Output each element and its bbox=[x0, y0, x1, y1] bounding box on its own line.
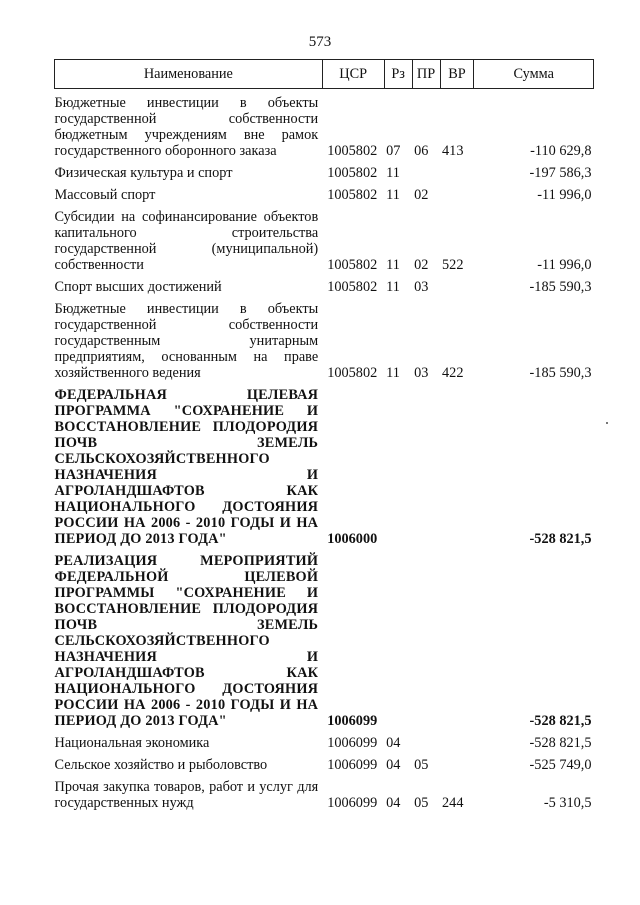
cell-rz: 11 bbox=[386, 365, 400, 381]
cell-rz: 04 bbox=[386, 795, 401, 811]
cell-rz: 04 bbox=[386, 757, 401, 773]
table-row bbox=[55, 773, 594, 811]
cell-pr: 06 bbox=[414, 143, 429, 159]
cell-csr: 1005802 bbox=[327, 165, 378, 181]
header-sum: Сумма bbox=[474, 60, 594, 89]
cell-name: Сельское хозяйство и рыболовство bbox=[54, 757, 268, 773]
cell-sum: -525 749,0 bbox=[529, 757, 592, 773]
cell-rz: 11 bbox=[386, 187, 400, 203]
cell-csr: 1005802 bbox=[327, 257, 378, 273]
cell-vr bbox=[440, 547, 474, 729]
table-row bbox=[55, 381, 594, 547]
cell-sum: -528 821,5 bbox=[529, 713, 592, 729]
cell-csr: 1006099 bbox=[327, 713, 378, 729]
header-csr: ЦСР bbox=[322, 60, 384, 89]
cell-sum: -197 586,3 bbox=[529, 165, 592, 181]
cell-rz bbox=[384, 381, 412, 547]
cell-sum: -528 821,5 bbox=[529, 735, 592, 751]
cell-name: Спорт высших достижений bbox=[54, 279, 222, 295]
cell-csr: 1006099 bbox=[327, 735, 378, 751]
cell-sum: -5 310,5 bbox=[543, 795, 592, 811]
cell-vr bbox=[440, 381, 474, 547]
cell-csr: 1006099 bbox=[327, 757, 378, 773]
page-number: 573 bbox=[308, 34, 332, 50]
budget-table bbox=[54, 59, 594, 811]
cell-rz: 11 bbox=[386, 279, 400, 295]
table-row bbox=[55, 181, 594, 203]
header-vr: ВР bbox=[440, 60, 474, 89]
table-header bbox=[55, 60, 594, 89]
cell-vr bbox=[440, 181, 474, 203]
header-rz: Рз bbox=[384, 60, 412, 89]
cell-sum: -528 821,5 bbox=[529, 531, 592, 547]
cell-name: Бюджетные инвестиции в объекты государственной собственности бюджетным учреждениям вне рамок государственного оборонного заказа bbox=[54, 95, 319, 159]
cell-vr bbox=[440, 159, 474, 181]
cell-vr: 522 bbox=[442, 257, 464, 273]
cell-rz: 04 bbox=[386, 735, 401, 751]
cell-sum: -185 590,3 bbox=[529, 365, 592, 381]
cell-csr: 1005802 bbox=[327, 143, 378, 159]
cell-name: Бюджетные инвестиции в объекты государственной собственности государственным унитарным предприятиям, основанным на праве хозяйственного ведения bbox=[54, 301, 319, 381]
cell-pr: 03 bbox=[414, 365, 429, 381]
cell-pr bbox=[412, 381, 440, 547]
cell-csr: 1005802 bbox=[327, 365, 378, 381]
cell-csr: 1005802 bbox=[327, 187, 378, 203]
table-body bbox=[55, 89, 594, 812]
cell-sum: -11 996,0 bbox=[537, 257, 592, 273]
table-row bbox=[55, 159, 594, 181]
scan-speck bbox=[606, 422, 608, 424]
header-pr: ПР bbox=[412, 60, 440, 89]
cell-name: Прочая закупка товаров, работ и услуг для государственных нужд bbox=[54, 779, 319, 811]
cell-rz: 11 bbox=[386, 257, 400, 273]
table-row bbox=[55, 729, 594, 751]
cell-name: Физическая культура и спорт bbox=[54, 165, 233, 181]
cell-name: Субсидии на софинансирование объектов капитального строительства государственной (муниципальной) собственности bbox=[54, 209, 319, 273]
cell-name: РЕАЛИЗАЦИЯ МЕРОПРИЯТИЙ ФЕДЕРАЛЬНОЙ ЦЕЛЕВОЙ ПРОГРАММЫ "СОХРАНЕНИЕ И ВОССТАНОВЛЕНИЕ ПЛОДОРОДИЯ ПОЧВ ЗЕМЕЛЬ СЕЛЬСКОХОЗЯЙСТВЕННОГО НАЗНАЧЕНИЯ И АГРОЛАНДШАФТОВ КАК НАЦИОНАЛЬНОГО ДОСТОЯНИЯ РОССИИ НА 2006 - 2010 ГОДЫ И НА ПЕРИОД ДО 2013 ГОДА" bbox=[54, 553, 319, 729]
cell-vr: 413 bbox=[442, 143, 464, 159]
cell-pr bbox=[412, 729, 440, 751]
cell-vr bbox=[440, 729, 474, 751]
cell-vr bbox=[440, 273, 474, 295]
cell-rz bbox=[384, 547, 412, 729]
cell-pr: 02 bbox=[414, 257, 429, 273]
table-row bbox=[55, 295, 594, 381]
cell-csr: 1005802 bbox=[327, 279, 378, 295]
cell-sum: -110 629,8 bbox=[530, 143, 592, 159]
cell-name: Национальная экономика bbox=[54, 735, 210, 751]
cell-pr: 05 bbox=[414, 757, 429, 773]
table-row bbox=[55, 751, 594, 773]
cell-pr: 02 bbox=[414, 187, 429, 203]
table-row bbox=[55, 547, 594, 729]
table-row bbox=[55, 203, 594, 273]
cell-name: Массовый спорт bbox=[54, 187, 156, 203]
cell-rz: 11 bbox=[386, 165, 400, 181]
cell-sum: -11 996,0 bbox=[537, 187, 592, 203]
cell-pr: 05 bbox=[414, 795, 429, 811]
cell-vr: 244 bbox=[442, 795, 464, 811]
cell-rz: 07 bbox=[386, 143, 401, 159]
cell-pr bbox=[412, 547, 440, 729]
cell-pr: 03 bbox=[414, 279, 429, 295]
table-row bbox=[55, 273, 594, 295]
table-row bbox=[55, 89, 594, 160]
cell-csr: 1006099 bbox=[327, 795, 378, 811]
cell-sum: -185 590,3 bbox=[529, 279, 592, 295]
cell-vr bbox=[440, 751, 474, 773]
cell-name: ФЕДЕРАЛЬНАЯ ЦЕЛЕВАЯ ПРОГРАММА "СОХРАНЕНИЕ И ВОССТАНОВЛЕНИЕ ПЛОДОРОДИЯ ПОЧВ ЗЕМЕЛЬ СЕЛЬСКОХОЗЯЙСТВЕННОГО НАЗНАЧЕНИЯ И АГРОЛАНДШАФТОВ КАК НАЦИОНАЛЬНОГО ДОСТОЯНИЯ РОССИИ НА 2006 - 2010 ГОДЫ И НА ПЕРИОД ДО 2013 ГОДА" bbox=[54, 387, 319, 547]
cell-vr: 422 bbox=[442, 365, 464, 381]
cell-pr bbox=[412, 159, 440, 181]
cell-csr: 1006000 bbox=[327, 531, 378, 547]
header-name: Наименование bbox=[55, 60, 323, 89]
